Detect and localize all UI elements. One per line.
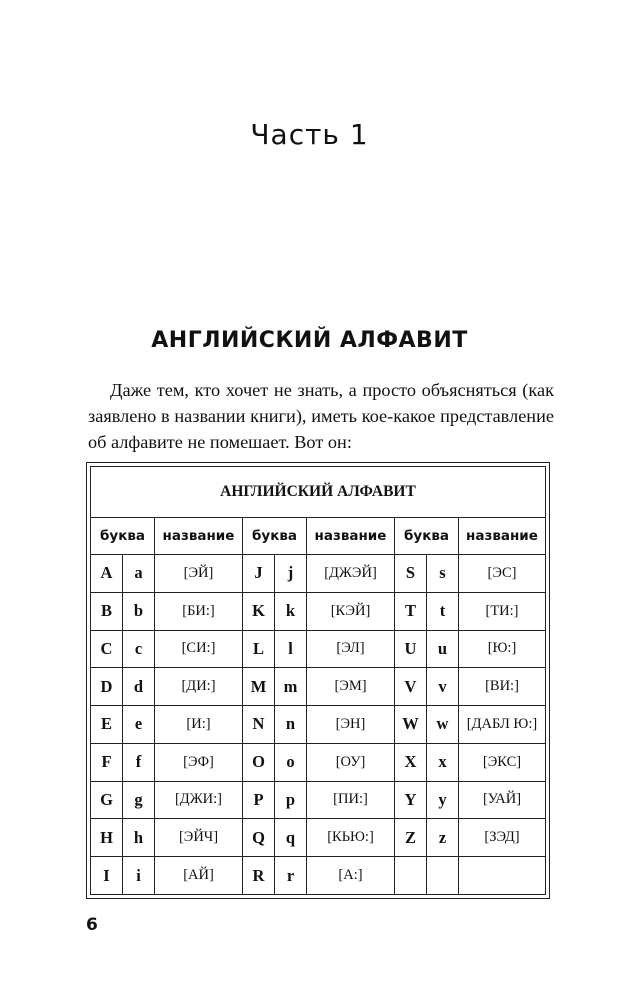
section-title: АНГЛИЙСКИЙ АЛФАВИТ: [151, 328, 468, 353]
letter-upper: X: [395, 743, 427, 781]
letter-lower: d: [123, 668, 155, 706]
letter-upper: M: [243, 668, 275, 706]
letter-name: [ДЖЭЙ]: [307, 555, 395, 593]
letter-name: [ЗЭД]: [459, 819, 546, 857]
letter-lower: q: [275, 819, 307, 857]
letter-upper: L: [243, 630, 275, 668]
letter-upper: Y: [395, 781, 427, 819]
header-name-2: название: [307, 518, 395, 555]
letter-lower: p: [275, 781, 307, 819]
table-caption: АНГЛИЙСКИЙ АЛФАВИТ: [91, 467, 546, 518]
letter-upper: S: [395, 555, 427, 593]
letter-lower: c: [123, 630, 155, 668]
letter-name: [КЬЮ:]: [307, 819, 395, 857]
table-row: [91, 592, 546, 630]
letter-name: [ПИ:]: [307, 781, 395, 819]
letter-upper: V: [395, 668, 427, 706]
letter-upper: P: [243, 781, 275, 819]
letter-upper: U: [395, 630, 427, 668]
letter-name: [ЭЙ]: [155, 555, 243, 593]
letter-upper: T: [395, 592, 427, 630]
table-row: [91, 555, 546, 593]
letter-lower: b: [123, 592, 155, 630]
letter-upper: G: [91, 781, 123, 819]
letter-lower: j: [275, 555, 307, 593]
letter-name: [ЭЛ]: [307, 630, 395, 668]
letter-name: [ДИ:]: [155, 668, 243, 706]
letter-lower: n: [275, 706, 307, 744]
letter-upper: K: [243, 592, 275, 630]
table-row: [91, 630, 546, 668]
letter-lower: w: [427, 706, 459, 744]
letter-name: [ЭС]: [459, 555, 546, 593]
letter-name: [БИ:]: [155, 592, 243, 630]
letter-name: [ЭЙЧ]: [155, 819, 243, 857]
letter-name: [И:]: [155, 706, 243, 744]
letter-lower: k: [275, 592, 307, 630]
letter-lower: [427, 857, 459, 895]
table-row: [91, 706, 546, 744]
alphabet-table: [90, 466, 546, 895]
letter-lower: t: [427, 592, 459, 630]
letter-name: [ЭН]: [307, 706, 395, 744]
letter-name: [АЙ]: [155, 857, 243, 895]
letter-lower: i: [123, 857, 155, 895]
alphabet-table-frame: [86, 462, 550, 899]
letter-lower: u: [427, 630, 459, 668]
letter-lower: f: [123, 743, 155, 781]
letter-upper: [395, 857, 427, 895]
letter-upper: R: [243, 857, 275, 895]
letter-lower: h: [123, 819, 155, 857]
letter-name: [ЭФ]: [155, 743, 243, 781]
letter-lower: y: [427, 781, 459, 819]
letter-name: [ДЖИ:]: [155, 781, 243, 819]
table-row: [91, 781, 546, 819]
letter-lower: g: [123, 781, 155, 819]
letter-upper: J: [243, 555, 275, 593]
header-letter-3: буква: [395, 518, 459, 555]
letter-lower: z: [427, 819, 459, 857]
letter-lower: e: [123, 706, 155, 744]
letter-lower: l: [275, 630, 307, 668]
table-row: [91, 857, 546, 895]
letter-lower: x: [427, 743, 459, 781]
letter-lower: r: [275, 857, 307, 895]
letter-name: [ЭКС]: [459, 743, 546, 781]
letter-lower: m: [275, 668, 307, 706]
letter-name: [А:]: [307, 857, 395, 895]
header-letter-2: буква: [243, 518, 307, 555]
letter-name: [ОУ]: [307, 743, 395, 781]
letter-name: [КЭЙ]: [307, 592, 395, 630]
letter-name: [ДАБЛ Ю:]: [459, 706, 546, 744]
letter-upper: H: [91, 819, 123, 857]
letter-lower: a: [123, 555, 155, 593]
letter-upper: I: [91, 857, 123, 895]
letter-upper: Q: [243, 819, 275, 857]
letter-upper: N: [243, 706, 275, 744]
table-row: [91, 819, 546, 857]
letter-upper: C: [91, 630, 123, 668]
table-row: [91, 668, 546, 706]
letter-upper: Z: [395, 819, 427, 857]
header-name-3: название: [459, 518, 546, 555]
letter-lower: o: [275, 743, 307, 781]
header-letter-1: буква: [91, 518, 155, 555]
letter-upper: F: [91, 743, 123, 781]
part-title: Часть 1: [250, 118, 369, 151]
letter-lower: v: [427, 668, 459, 706]
letter-name: [ТИ:]: [459, 592, 546, 630]
letter-name: [УАЙ]: [459, 781, 546, 819]
letter-lower: s: [427, 555, 459, 593]
letter-upper: D: [91, 668, 123, 706]
letter-name: [ВИ:]: [459, 668, 546, 706]
letter-name: [Ю:]: [459, 630, 546, 668]
letter-upper: A: [91, 555, 123, 593]
letter-name: [ЭМ]: [307, 668, 395, 706]
letter-upper: B: [91, 592, 123, 630]
letter-upper: O: [243, 743, 275, 781]
intro-paragraph: Даже тем, кто хочет не знать, а просто объясняться (как заявлено в названии книги), иметь кое-какое представление об алфавите не помешает. Вот он:: [88, 380, 554, 452]
table-row: [91, 743, 546, 781]
header-name-1: название: [155, 518, 243, 555]
letter-name: [СИ:]: [155, 630, 243, 668]
letter-upper: W: [395, 706, 427, 744]
letter-name: [459, 857, 546, 895]
letter-upper: E: [91, 706, 123, 744]
page-number: 6: [86, 915, 98, 935]
